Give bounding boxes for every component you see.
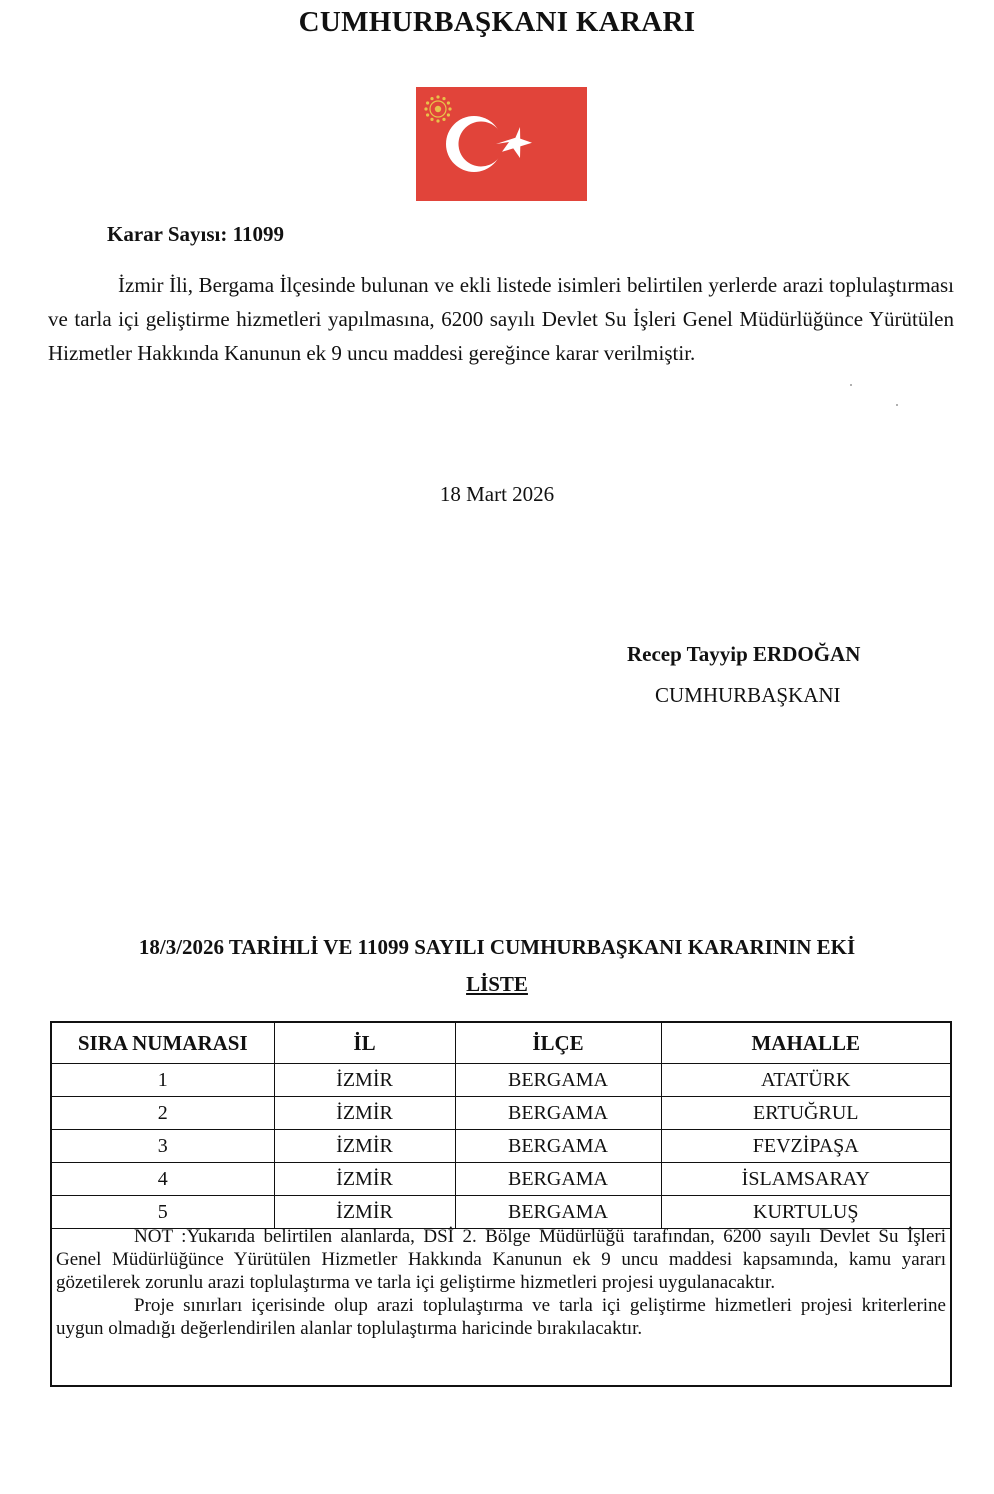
page-title: CUMHURBAŞKANI KARARI bbox=[298, 6, 696, 38]
table-row bbox=[52, 1130, 950, 1163]
table-row bbox=[52, 1097, 950, 1130]
cell-ilce: BERGAMA bbox=[455, 1163, 661, 1196]
annex-title: 18/3/2026 TARİHLİ VE 11099 SAYILI CUMHURBAŞKANI KARARININ EKİ bbox=[138, 935, 856, 959]
cell-il: İZMİR bbox=[274, 1097, 455, 1130]
cell-il: İZMİR bbox=[274, 1064, 455, 1097]
cell-mahalle: ATATÜRK bbox=[661, 1064, 950, 1097]
cell-il: İZMİR bbox=[274, 1163, 455, 1196]
annex-subtitle: LİSTE bbox=[466, 972, 528, 996]
locations-table bbox=[52, 1023, 950, 1229]
cell-ilce: BERGAMA bbox=[455, 1064, 661, 1097]
cell-il: İZMİR bbox=[274, 1196, 455, 1229]
column-header: İL bbox=[274, 1023, 455, 1064]
decree-date: 18 Mart 2026 bbox=[439, 482, 555, 506]
decree-number: Karar Sayısı: 11099 bbox=[107, 222, 284, 246]
cell-sira: 2 bbox=[52, 1097, 274, 1130]
cell-ilce: BERGAMA bbox=[455, 1097, 661, 1130]
cell-il: İZMİR bbox=[274, 1130, 455, 1163]
table-row bbox=[52, 1163, 950, 1196]
cell-sira: 1 bbox=[52, 1064, 274, 1097]
annex-table bbox=[50, 1021, 952, 1387]
decree-body: İzmir İli, Bergama İlçesinde bulunan ve ekli listede isimleri belirtilen yerlerde arazi toplulaştırması ve tarla içi geliştirme hizmetleri yapılmasına, 6200 sayılı Devlet Su İşleri Genel Müdürlüğünce Yürütülen Hizmetler Hakkında Kanunun ek 9 uncu maddesi gereğince karar verilmiştir. bbox=[48, 273, 954, 365]
cell-mahalle: ERTUĞRUL bbox=[661, 1097, 950, 1130]
scan-speck bbox=[896, 404, 898, 406]
note-paragraph-2: Proje sınırları içerisinde olup arazi toplulaştırma ve tarla içi geliştirme hizmetleri projesi kriterlerine uygun olmadığı değerlendirilen alanlar toplulaştırma haricinde bırakılacaktır. bbox=[56, 1295, 946, 1339]
signer-title: CUMHURBAŞKANI bbox=[655, 683, 841, 707]
turkish-flag-emblem bbox=[416, 87, 587, 201]
column-header: MAHALLE bbox=[661, 1023, 950, 1064]
cell-mahalle: FEVZİPAŞA bbox=[661, 1130, 950, 1163]
table-header-row bbox=[52, 1023, 950, 1064]
table-row bbox=[52, 1064, 950, 1097]
cell-mahalle: İSLAMSARAY bbox=[661, 1163, 950, 1196]
cell-sira: 3 bbox=[52, 1130, 274, 1163]
cell-mahalle: KURTULUŞ bbox=[661, 1196, 950, 1229]
scan-speck bbox=[850, 384, 852, 386]
cell-sira: 4 bbox=[52, 1163, 274, 1196]
note-paragraph-1: NOT :Yukarıda belirtilen alanlarda, DSİ 2. Bölge Müdürlüğü tarafından, 6200 sayılı Devlet Su İşleri Genel Müdürlüğünce Yürütülen Hizmetler Hakkında Kanunun ek 9 uncu maddesi kapsamında, kamu yararı gözetilerek zorunlu arazi toplulaştırma ve tarla içi geliştirme hizmetleri projesi uygulanacaktır. bbox=[56, 1226, 946, 1293]
table-row bbox=[52, 1196, 950, 1229]
cell-sira: 5 bbox=[52, 1196, 274, 1229]
signer-name: Recep Tayyip ERDOĞAN bbox=[627, 642, 861, 666]
column-header: SIRA NUMARASI bbox=[52, 1023, 274, 1064]
cell-ilce: BERGAMA bbox=[455, 1196, 661, 1229]
column-header: İLÇE bbox=[455, 1023, 661, 1064]
cell-ilce: BERGAMA bbox=[455, 1130, 661, 1163]
annex-note bbox=[56, 1225, 946, 1340]
